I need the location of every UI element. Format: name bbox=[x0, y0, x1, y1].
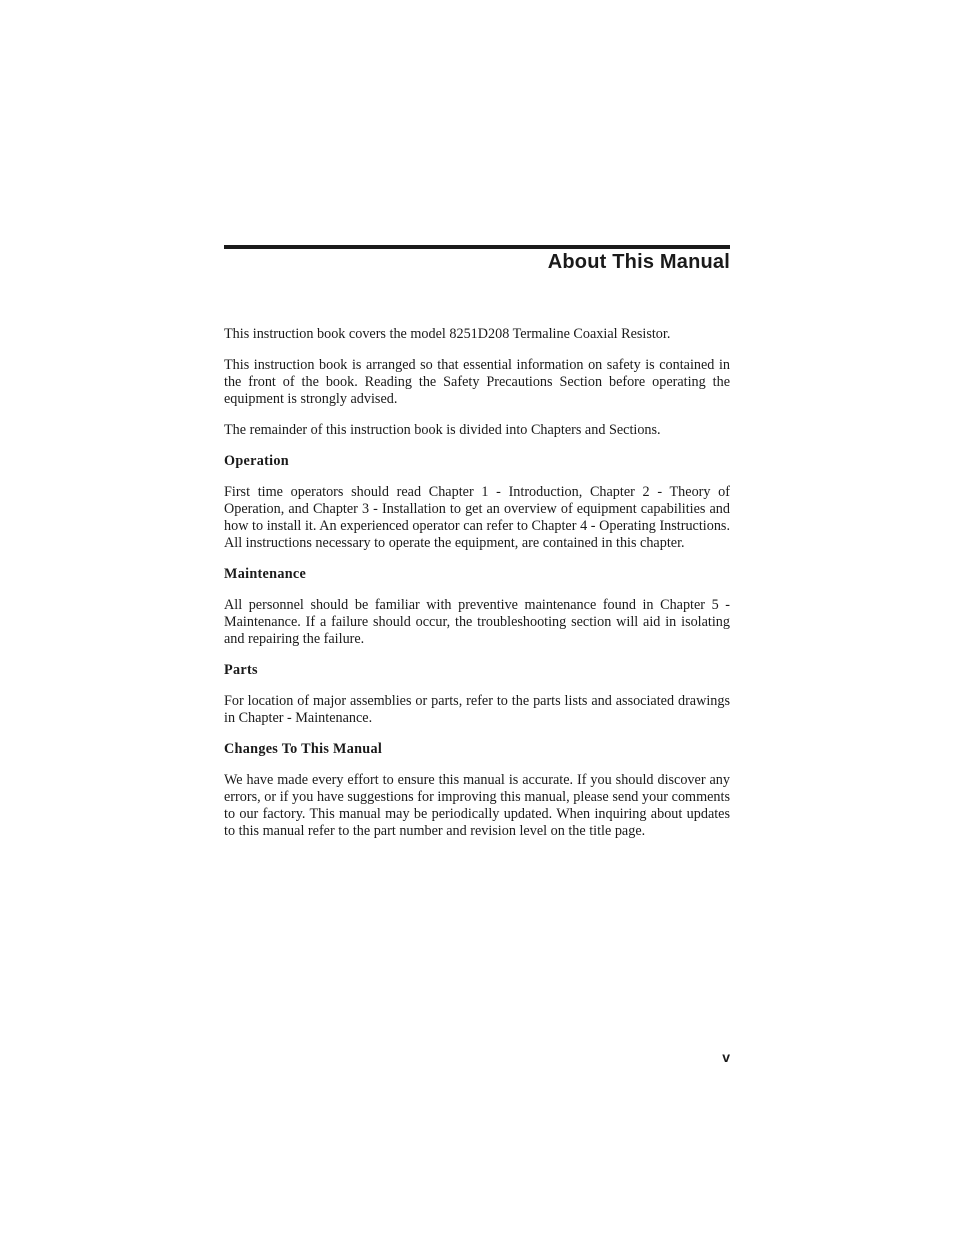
page-number: v bbox=[722, 1049, 730, 1065]
parts-paragraph: For location of major assemblies or parts, refer to the parts lists and associated drawings in Chapter - Maintenance. bbox=[224, 693, 730, 726]
page-body bbox=[224, 326, 730, 854]
intro-paragraph-3: The remainder of this instruction book is divided into Chapters and Sections. bbox=[224, 422, 661, 438]
header-rule bbox=[224, 245, 730, 249]
intro-paragraph-1: This instruction book covers the model 8251D208 Termaline Coaxial Resistor. bbox=[224, 326, 671, 342]
maintenance-heading: Maintenance bbox=[224, 566, 307, 582]
changes-heading: Changes To This Manual bbox=[224, 741, 383, 757]
operation-paragraph: First time operators should read Chapter 1 - Introduction, Chapter 2 - Theory of Operation, and Chapter 3 - Installation to get an overview of equipment capabilities and how to install it. An experienced operator can refer to Chapter 4 - Operating Instructions. All instructions necessary to operate the equipment, are contained in this chapter. bbox=[224, 484, 730, 551]
changes-paragraph: We have made every effort to ensure this manual is accurate. If you should discover any errors, or if you have suggestions for improving this manual, please send your comments to our factory. This manual may be periodically updated. When inquiring about updates to this manual refer to the part number and revision level on the title page. bbox=[224, 772, 730, 839]
manual-page bbox=[224, 0, 730, 1235]
page-title: About This Manual bbox=[547, 251, 730, 273]
parts-heading: Parts bbox=[224, 662, 258, 678]
operation-heading: Operation bbox=[224, 453, 289, 469]
maintenance-paragraph: All personnel should be familiar with preventive maintenance found in Chapter 5 - Maintenance. If a failure should occur, the troubleshooting section will aid in isolating and repairing the failure. bbox=[224, 597, 730, 647]
intro-paragraph-2: This instruction book is arranged so that essential information on safety is contained in the front of the book. Reading the Safety Precautions Section before operating the equipment is strongly advised. bbox=[224, 357, 730, 407]
